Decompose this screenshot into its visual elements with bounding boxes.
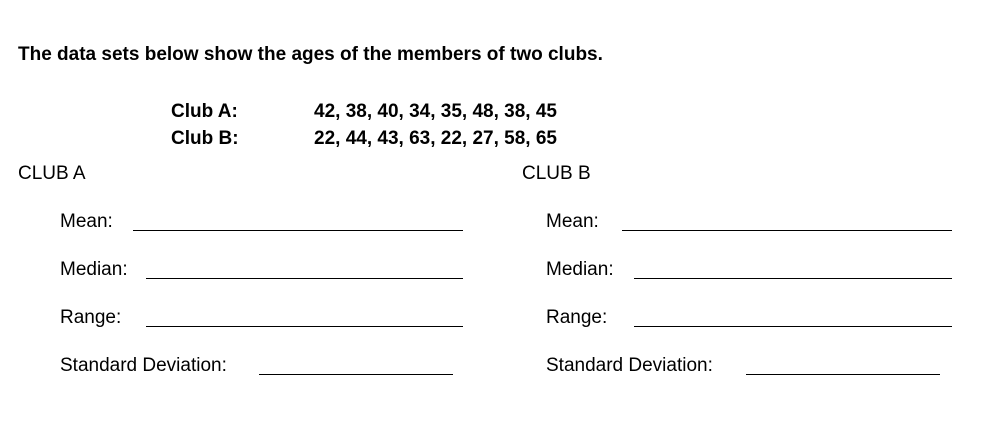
club-a-median-label: Median: bbox=[60, 259, 128, 280]
club-a-range-answer-line[interactable] bbox=[146, 326, 463, 327]
club-a-mean-answer-line[interactable] bbox=[133, 230, 463, 231]
club-a-mean-label: Mean: bbox=[60, 211, 113, 232]
club-a-std-dev-answer-line[interactable] bbox=[259, 374, 453, 375]
club-b-median-label: Median: bbox=[546, 259, 614, 280]
club-b-range-answer-line[interactable] bbox=[634, 326, 952, 327]
club-b-std-dev-answer-line[interactable] bbox=[746, 374, 940, 375]
worksheet-heading: The data sets below show the ages of the members of two clubs. bbox=[18, 44, 603, 65]
club-a-range-label: Range: bbox=[60, 307, 122, 328]
club-b-mean-answer-line[interactable] bbox=[622, 230, 952, 231]
club-a-median-answer-line[interactable] bbox=[146, 278, 463, 279]
club-b-data-label: Club B: bbox=[171, 128, 239, 149]
club-a-data-values: 42, 38, 40, 34, 35, 48, 38, 45 bbox=[314, 101, 557, 122]
club-a-data-label: Club A: bbox=[171, 101, 238, 122]
club-a-title: CLUB A bbox=[18, 163, 86, 184]
club-b-data-values: 22, 44, 43, 63, 22, 27, 58, 65 bbox=[314, 128, 557, 149]
club-b-range-label: Range: bbox=[546, 307, 608, 328]
club-b-title: CLUB B bbox=[522, 163, 591, 184]
club-b-median-answer-line[interactable] bbox=[634, 278, 952, 279]
club-b-mean-label: Mean: bbox=[546, 211, 599, 232]
club-b-std-dev-label: Standard Deviation: bbox=[546, 355, 713, 376]
club-a-std-dev-label: Standard Deviation: bbox=[60, 355, 227, 376]
